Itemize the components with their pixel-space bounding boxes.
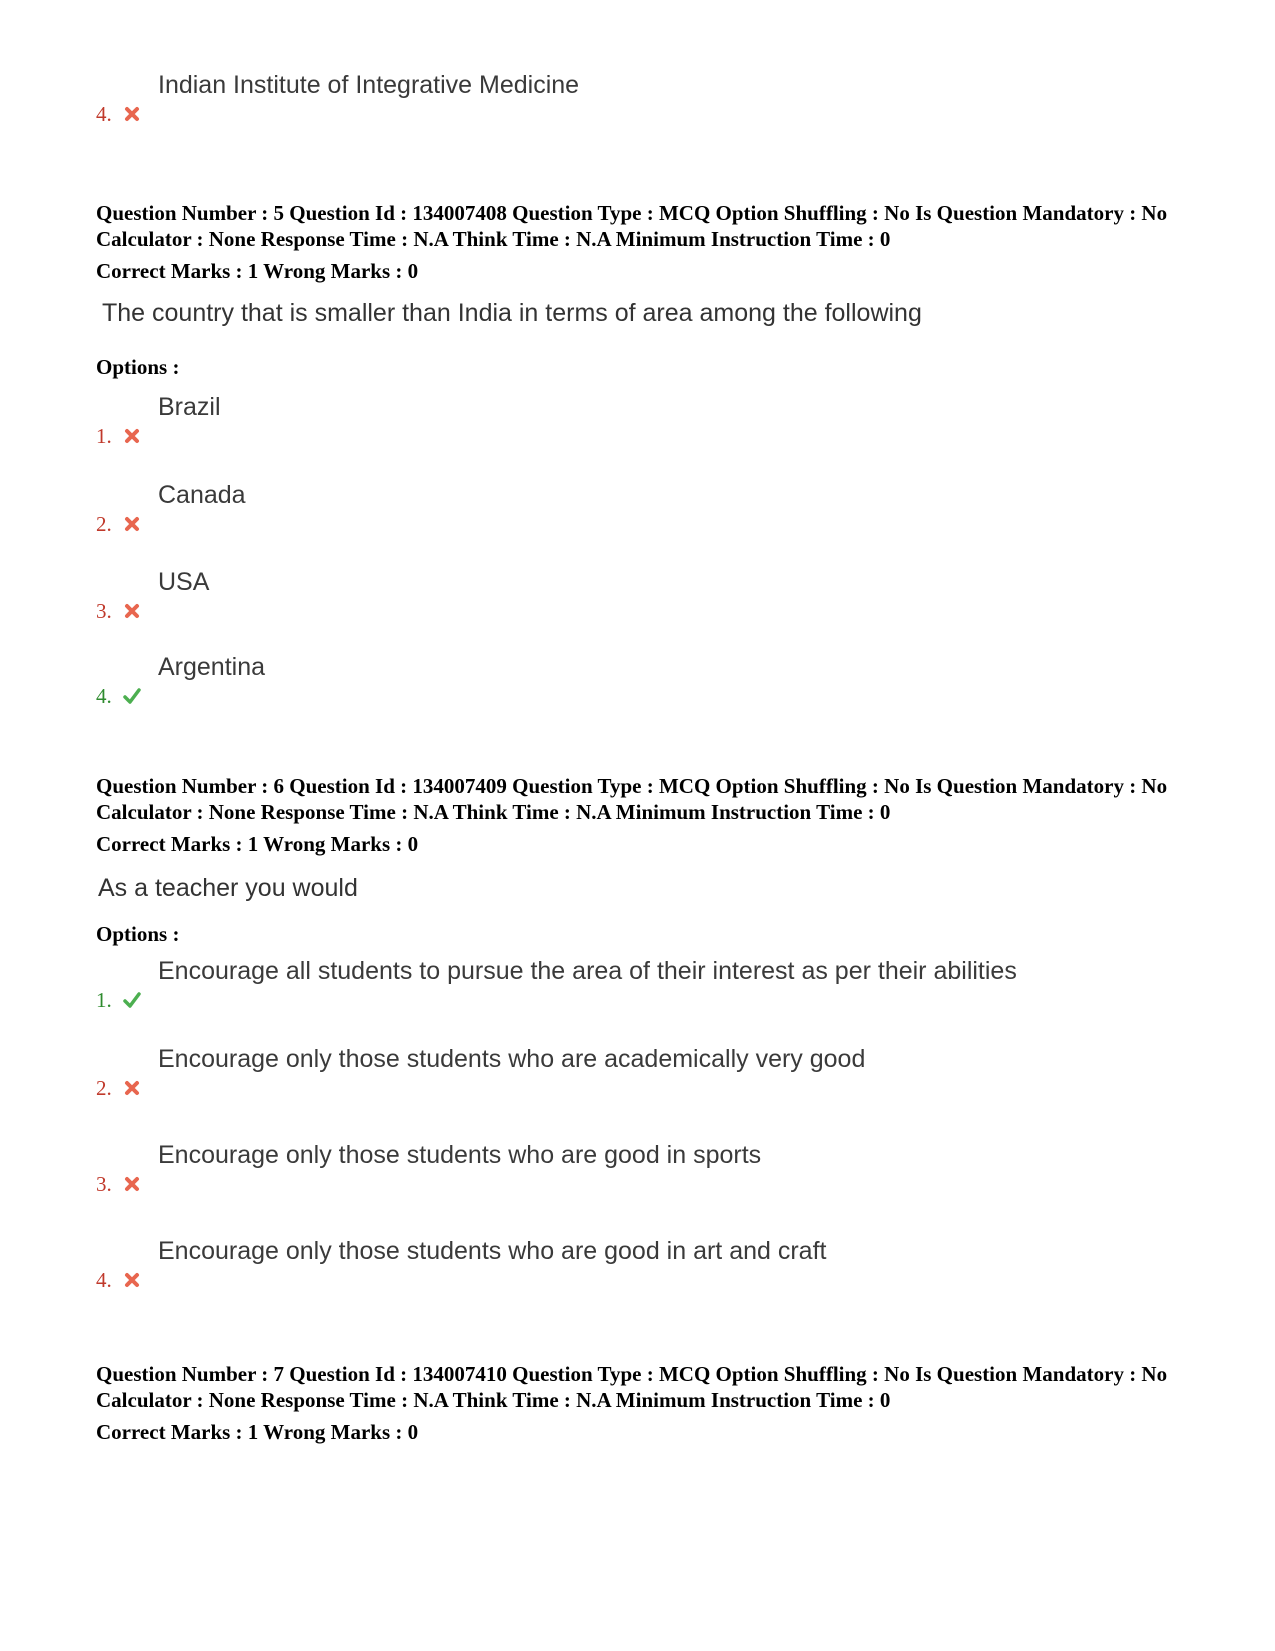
option-text: Encourage only those students who are good in art and craft: [158, 1237, 827, 1265]
option-item: [96, 480, 1196, 536]
check-icon: [122, 990, 142, 1010]
option-number: 1.: [96, 988, 112, 1012]
cross-icon: [122, 601, 142, 621]
marks-line: Correct Marks : 1 Wrong Marks : 0: [96, 259, 419, 283]
marks-line: Correct Marks : 1 Wrong Marks : 0: [96, 832, 419, 856]
option-text: Encourage all students to pursue the area of their interest as per their abilities: [158, 957, 1017, 985]
cross-icon: [122, 1078, 142, 1098]
option-text: Brazil: [158, 393, 221, 421]
cross-icon: [122, 1270, 142, 1290]
cross-icon: [122, 426, 142, 446]
option-number: 2.: [96, 512, 112, 536]
question-meta-line: Question Number : 6 Question Id : 134007409 Question Type : MCQ Option Shuffling : No Is Question Mandatory : No Calculator : None Response Time : N.A Think Time : N.A Minimum Instruction Time : 0: [96, 774, 1168, 824]
option-text: Canada: [158, 481, 246, 509]
option-item: [96, 70, 1196, 126]
option-item: [96, 1236, 1196, 1292]
cross-icon: [122, 514, 142, 534]
cross-icon: [122, 1174, 142, 1194]
check-icon: [122, 686, 142, 706]
option-item: [96, 956, 1196, 1012]
question-meta: [96, 773, 1226, 857]
option-item: [96, 1044, 1196, 1100]
option-number: 2.: [96, 1076, 112, 1100]
question-meta-line: Question Number : 5 Question Id : 134007408 Question Type : MCQ Option Shuffling : No Is Question Mandatory : No Calculator : None Response Time : N.A Think Time : N.A Minimum Instruction Time : 0: [96, 201, 1168, 251]
option-number: 4.: [96, 684, 112, 708]
option-number: 4.: [96, 1268, 112, 1292]
option-number: 3.: [96, 1172, 112, 1196]
option-item: [96, 1140, 1196, 1196]
question-meta: [96, 200, 1226, 284]
option-text: Argentina: [158, 653, 266, 681]
options-label: Options :: [96, 922, 180, 946]
marks-line: Correct Marks : 1 Wrong Marks : 0: [96, 1420, 419, 1444]
option-text: Indian Institute of Integrative Medicine: [158, 71, 580, 99]
options-label: Options :: [96, 355, 180, 379]
option-item: [96, 567, 1196, 623]
cross-icon: [122, 104, 142, 124]
option-number: 4.: [96, 102, 112, 126]
option-text: Encourage only those students who are academically very good: [158, 1045, 866, 1073]
option-number: 1.: [96, 424, 112, 448]
option-number: 3.: [96, 599, 112, 623]
option-text: USA: [158, 568, 210, 596]
option-item: [96, 652, 1196, 708]
option-text: Encourage only those students who are good in sports: [158, 1141, 762, 1169]
option-item: [96, 392, 1196, 448]
question-text: As a teacher you would: [98, 874, 358, 902]
question-meta: [96, 1361, 1226, 1445]
question-meta-line: Question Number : 7 Question Id : 134007410 Question Type : MCQ Option Shuffling : No Is Question Mandatory : No Calculator : None Response Time : N.A Think Time : N.A Minimum Instruction Time : 0: [96, 1362, 1168, 1412]
question-text: The country that is smaller than India in terms of area among the following: [102, 299, 922, 327]
